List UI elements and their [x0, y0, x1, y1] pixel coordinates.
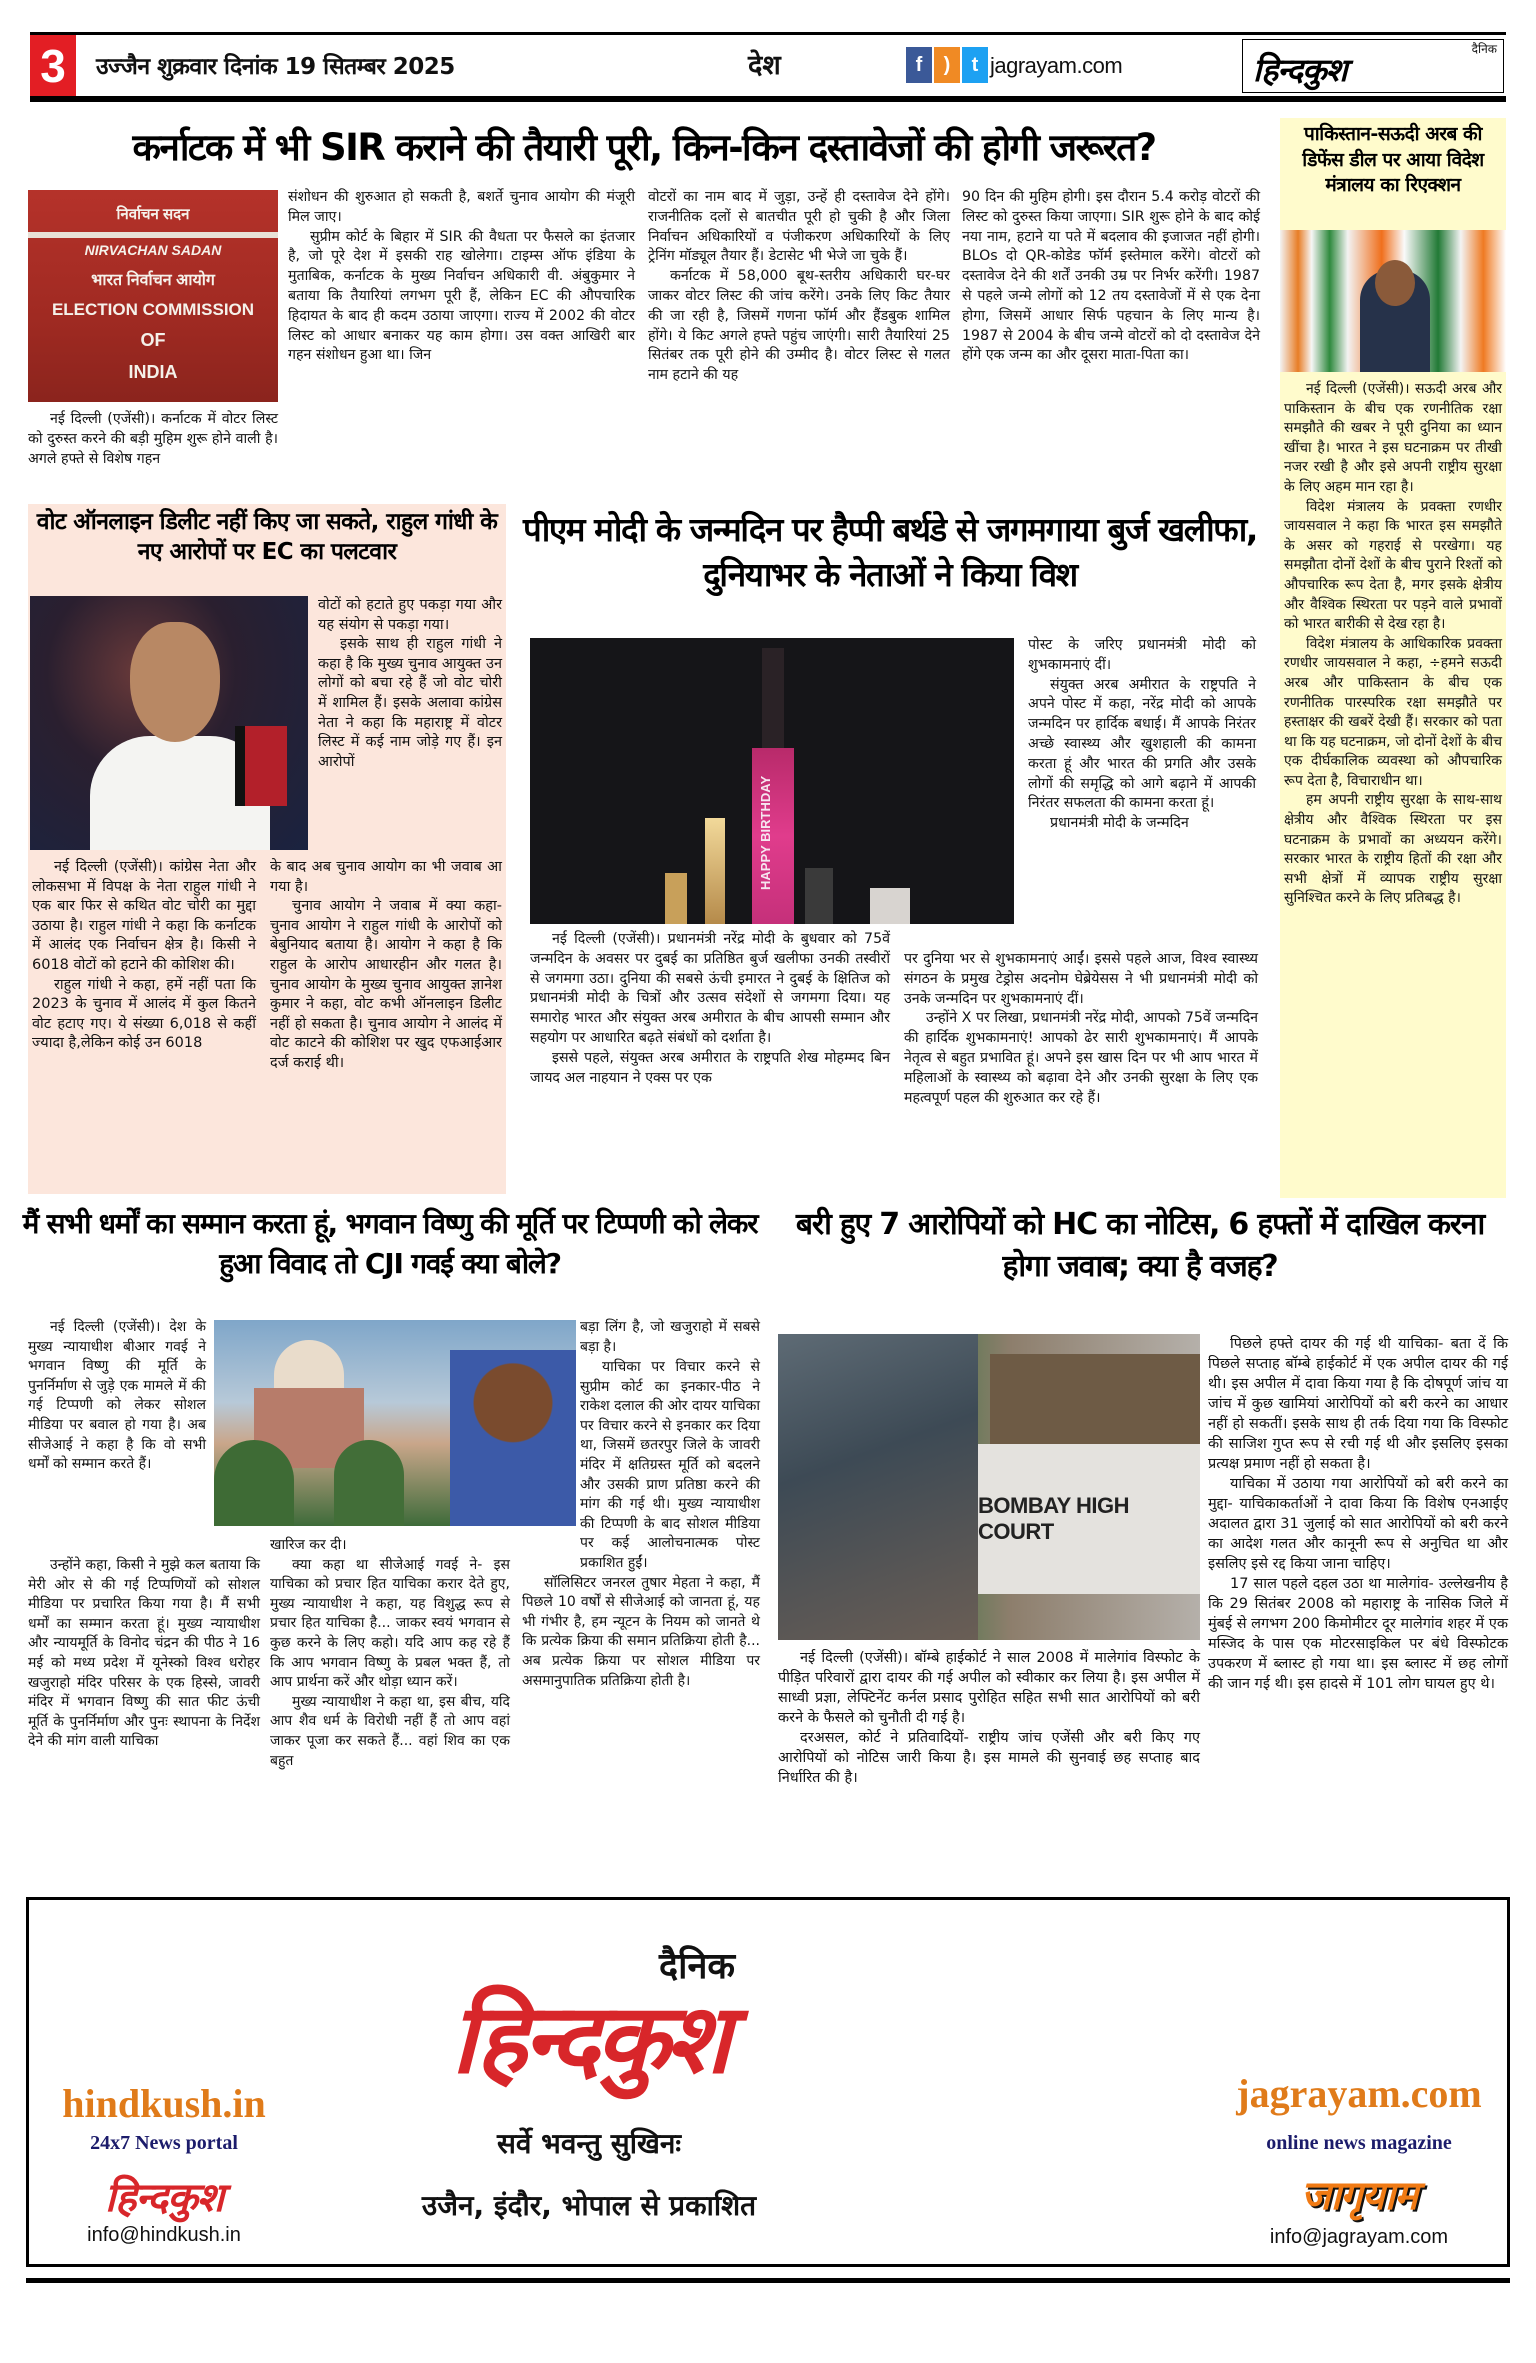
- section-label: देश: [748, 50, 781, 81]
- karnataka-col2: संशोधन की शुरुआत हो सकती है, बशर्ते चुनाव आयोग की मंजूरी मिल जाए। सुप्रीम कोर्ट के बिहार में SIR की वैधता पर फैसले का इंतजार है, जो पूरे देश में इसकी राह खोलेगा। टाइम्स ऑफ इंडिया के मुताबिक, कर्नाटक के मुख्य निर्वाचन अधिकारी वी. अंबुकुमार ने बताया कि तैयारियां लगभग पूरी हैं, लेकिन EC की औपचारिक हिदायत के बाद ही कदम उठाया जाएगा। राज्य में 2002 की वोटर लिस्ट को आधार बनाकर यह काम होगा। उस वक्त आखिरी बार गहन संशोधन हुआ था। जिन: [288, 189, 635, 364]
- website-link[interactable]: jagrayam.com: [990, 53, 1123, 78]
- bombay-high-court-sign: BOMBAY HIGH COURT: [978, 1444, 1200, 1594]
- karnataka-col1: नई दिल्ली (एजेंसी)। कर्नाटक में वोटर लिस्ट को दुरुस्त करने की बड़ी मुहिम शुरू होने वाली है। अगले हफ्ते से विशेष गहन: [28, 411, 278, 467]
- footer-main-logo: हिन्दकुश: [451, 1983, 727, 2095]
- footer-motto: सर्वे भवन्तु सुखिनः: [496, 2127, 682, 2160]
- pak-saudi-box: [1280, 118, 1506, 1198]
- dateline: उज्जैन शुक्रवार दिनांक 19 सितम्बर 2025: [96, 54, 455, 80]
- skyline-building: [870, 888, 910, 924]
- masthead-logo: [1242, 39, 1504, 93]
- damaged-bicycles: [778, 1334, 978, 1640]
- karnataka-col3: वोटरों का नाम बाद में जुड़ा, उन्हें ही दस्तावेज देने होंगे। राजनीतिक दलों से बातचीत पूरी हो चुकी है और जिला निर्वाचन अधिकारियों व पंजीकरण अधिकारियों के लिए ट्रेनिंग मॉड्यूल तैयार हैं। डेटासेट भी भेजे जा चुके हैं। कर्नाटक में 58,000 बूथ-स्तरीय अधिकारी घर-घर जाकर वोटर लिस्ट की जांच करेंगे। उनके लिए किट तैयार की जा रही है, जिसमें गणना फॉर्म और हैंडबुक शामिल होंगे। ये किट अगले हफ्ते पहुंच जाएंगी। सारी तैयारियां 25 सितंबर तक पूरी होने की उम्मीद है। वोटर लिस्ट से गलत नाम हटाने की यह: [648, 189, 950, 384]
- cji-col1-top: नई दिल्ली (एजेंसी)। देश के मुख्य न्यायाधीश बीआर गवई ने भगवान विष्णु की मूर्ति के पुनर्निर्माण से जुड़े एक मामले में की गई टिप्पणी को लेकर सोशल मीडिया पर बवाल हो गया है। अब सीजेआई ने कहा है कि वो सभी धर्मों को सम्मान करते हैं।: [28, 1319, 206, 1473]
- jagrayam-email[interactable]: info@jagrayam.com: [1269, 2226, 1449, 2248]
- ec-sign-line: निर्वाचन सदन: [116, 206, 190, 223]
- hindkush-small-logo: हिन्दकुश: [104, 2175, 224, 2221]
- happy-birthday-text: HAPPY BIRTHDAY: [758, 775, 773, 891]
- court-dome: [274, 1340, 344, 1390]
- headline-cji: मैं सभी धर्मों का सम्मान करता हूं, भगवान विष्णु की मूर्ति पर टिप्पणी को लेकर हुआ विवाद तो CJI गवई क्या बोले?: [22, 1207, 758, 1280]
- pak-saudi-body: नई दिल्ली (एजेंसी)। सऊदी अरब और पाकिस्तान के बीच एक रणनीतिक रक्षा समझौते की खबर ने पूरी दुनिया का ध्यान खींचा है। भारत ने इस घटनाक्रम पर तीखी नजर रखी है और इसे अपनी राष्ट्रीय सुरक्षा के लिए अहम मान रहा है। विदेश मंत्रालय के प्रवक्ता रणधीर जायसवाल ने कहा कि भारत इस समझौते के असर को गहराई से परखेगा। यह समझौता दोनों देशों के बीच पुराने रिश्तों को औपचारिक रूप देता है, मगर इसके क्षेत्रीय और वैश्विक स्थिरता पर पड़ने वाले प्रभावों को भारत बारीकी से देख रहा है। विदेश मंत्रालय के आधिकारिक प्रवक्ता रणधीर जायसवाल ने कहा, ÷हमने सऊदी अरब और पाकिस्तान के बीच एक रणनीतिक पारस्परिक रक्षा समझौते पर हस्ताक्षर की खबरें देखी हैं। सरकार को पता था कि यह घटनाक्रम, जो दोनों देशों के बीच एक दीर्घकालिक व्यवस्था को औपचारिक रूप देता है, विचाराधीन था। हम अपनी राष्ट्रीय सुरक्षा के साथ-साथ क्षेत्रीय और वैश्विक स्थिरता पर इस घटनाक्रम के प्रभावों का अध्ययन करेंगे। सरकार भारत के राष्ट्रीय हितों की रक्षा और सभी क्षेत्रों में व्यापक राष्ट्रीय सुरक्षा सुनिश्चित करने के लिए प्रतिबद्ध है।: [1284, 381, 1502, 907]
- jagrayam-site[interactable]: jagrayam.com: [1236, 2071, 1482, 2116]
- mea-spokesperson-photo: [1280, 230, 1506, 372]
- logo-name: हिन्दकुश: [1253, 51, 1347, 89]
- ec-sign-line: OF: [140, 330, 166, 350]
- court-facade: [990, 1354, 1200, 1444]
- facebook-icon[interactable]: f: [906, 47, 932, 83]
- red-book: [235, 726, 287, 806]
- skyline-building: [665, 873, 687, 924]
- jagrayam-logo: जागृयाम: [1300, 2173, 1418, 2219]
- masthead: [30, 32, 1506, 102]
- hindkush-site[interactable]: hindkush.in: [62, 2081, 266, 2126]
- logo-dainik: दैनिक: [1471, 42, 1497, 56]
- tree: [334, 1440, 404, 1526]
- skyline-building: [705, 818, 725, 924]
- footer-advertisement: [26, 1897, 1510, 2267]
- spokesperson-head: [1375, 260, 1415, 306]
- malegaon-right: पिछले हफ्ते दायर की गई थी याचिका- बता दें कि पिछले सप्ताह बॉम्बे हाईकोर्ट में एक अपील दायर की गई थी। इस अपील में दावा किया गया है कि दोषपूर्ण जांच या जांच में कुछ खामियां आरोपियों को बरी करने का आधार नहीं हो सकतीं। इसके साथ ही तर्क दिया गया कि विस्फोट की साजिश गुप्त रूप से रची गई थी और इसलिए इसका प्रत्यक्ष प्रमाण नहीं हो सकता है। याचिका में उठाया गया आरोपियों को बरी करने का मुद्दा- याचिकाकर्ताओं ने दावा किया कि विशेष एनआईए अदालत द्वारा 31 जुलाई को सात आरोपियों को बरी करने का आदेश गलत और कानूनी रूप से अनुचित था और इसलिए इसे रद्द किया जाना चाहिए। 17 साल पहले दहल उठा था मालेगांव- उल्लेखनीय है कि 29 सितंबर 2008 को महाराष्ट्र के नासिक जिले में मुंबई से लगभग 200 किमोमीटर दूर मालेगांव शहर में एक मस्जिद के पास एक मोटरसाइकिल पर बंधे विस्फोटक उपकरण में ब्लास्ट हो गया था। इस ब्लास्ट में छह लोगों की जान गई थी। इस हादसे में 101 लोग घायल हुए थे।: [1208, 1336, 1508, 1692]
- page-number: 3: [30, 35, 76, 96]
- bottom-rule: [26, 2278, 1510, 2283]
- footer-dainik: दैनिक: [659, 1946, 736, 1987]
- rahul-head: [130, 622, 220, 742]
- rss-icon[interactable]: ): [934, 47, 960, 83]
- skyline-building: [805, 868, 833, 924]
- modi-right-col: पोस्ट के जरिए प्रधानमंत्री मोदी को शुभकामनाएं दीं। संयुक्त अरब अमीरात के राष्ट्रपति ने अपने पोस्ट में कहा, नरेंद्र मोदी को आपके जन्मदिन पर हार्दिक बधाई। मैं आपके निरंतर अच्छे स्वास्थ्य और खुशहाली की कामना करता हूं और भारत की प्रगति और उसके लोगों की समृद्धि को आगे बढ़ाने में आपकी निरंतर सफलता की कामना करता हूं। प्रधानमंत्री मोदी के जन्मदिन: [1028, 637, 1256, 832]
- burj-lit-tower: [752, 748, 794, 924]
- headline-modi-birthday: पीएम मोदी के जन्मदिन पर हैप्पी बर्थडे से जगमगाया बुर्ज खलीफा, दुनियाभर के नेताओं ने किया विश: [522, 510, 1258, 594]
- malegaon-left: नई दिल्ली (एजेंसी)। बॉम्बे हाईकोर्ट ने साल 2008 में मालेगांव विस्फोट के पीड़ित परिवारों द्वारा दायर की गई अपील को स्वीकार कर लिया है। इस अपील में साध्वी प्रज्ञा, लेफ्टिनेंट कर्नल प्रसाद पुरोहित सहित सभी सात आरोपियों को बरी करने के फैसले को चुनौती दी गई है। दरअसल, कोर्ट ने प्रतिवादियों- राष्ट्रीय जांच एजेंसी और बरी किए गए आरोपियों को नोटिस जारी किया है। इस मामले की सुनवाई छह सप्ताह बाद निर्धारित की है।: [778, 1650, 1200, 1786]
- hindkush-email[interactable]: info@hindkush.in: [87, 2224, 241, 2246]
- rahul-col1: नई दिल्ली (एजेंसी)। कांग्रेस नेता और लोकसभा में विपक्ष के नेता राहुल गांधी ने एक बार फिर से कथित वोट चोरी का मुद्दा उठाया है। राहुल गांधी ने कहा कि कर्नाटक में आलंद एक निर्वाचन क्षेत्र है। किसी ने 6018 वोटों को हटाने की कोशिश की। राहुल गांधी ने कहा, हमें नहीं पता कि 2023 के चुनाव में आलंद में कुल कितने वोट हटाए गए। ये संख्या 6,018 से कहीं ज्यादा है,लेकिन कोई उन 6018: [32, 859, 256, 1052]
- cji-col1: उन्होंने कहा, किसी ने मुझे कल बताया कि मेरी ओर से की गई टिप्पणियों को सोशल मीडिया पर प्रचारित किया गया है। मैं सभी धर्मों का सम्मान करता हूं। मुख्य न्यायाधीश और न्यायमूर्ति के विनोद चंद्रन की पीठ ने 16 मई को मध्य प्रदेश में यूनेस्को विश्व धरोहर खजुराहो मंदिर परिसर के एक हिस्से, जावरी मंदिर में भगवान विष्णु की सात फीट ऊंची मूर्ति के पुनर्निर्माण और पुनः स्थापना के निर्देश देने की मांग वाली याचिका: [28, 1557, 260, 1750]
- ec-sign-line: NIRVACHAN SADAN: [84, 242, 222, 258]
- bombay-high-court-photo: [778, 1334, 1200, 1640]
- social-icons: [906, 47, 988, 83]
- modi-col1: नई दिल्ली (एजेंसी)। प्रधानमंत्री नरेंद्र मोदी के बुधवार को 75वें जन्मदिन के अवसर पर दुबई का प्रतिष्ठित बुर्ज खलीफा उनकी तस्वीरों से जगमगा उठा। दुनिया की सबसे ऊंची इमारत ने दुबई के क्षितिज को प्रधानमंत्री मोदी के चित्रों और उत्सव संदेशों से जगमगा दिया। यह समारोह भारत और संयुक्त अरब अमीरात के बीच आपसी सम्मान और सहयोग पर आधारित बढ़ते संबंधों को दर्शाता है। इससे पहले, संयुक्त अरब अमीरात के राष्ट्रपति शेख मोहम्मद बिन जायद अल नाहयान ने एक्स पर एक: [530, 931, 890, 1086]
- twitter-icon[interactable]: t: [962, 47, 988, 83]
- burj-spire: [762, 648, 784, 748]
- footer-publish-cities: उजैन, इंदौर, भोपाल से प्रकाशित: [421, 2189, 757, 2222]
- election-commission-photo: [28, 190, 278, 402]
- rahul-box: [28, 504, 506, 1194]
- cji-col3: याचिका पर विचार करने से सुप्रीम कोर्ट का इनकार-पीठ ने राकेश दलाल की ओर दायर याचिका पर विचार करने से इनकार कर दिया था, जिसमें छतरपुर जिले के जावरी मंदिर में क्षतिग्रस्त मूर्ति को बदलने और उसकी प्राण प्रतिष्ठा करने की मांग की गई थी। मुख्य न्यायाधीश की टिप्पणी के बाद सोशल मीडिया पर कई आलोचनात्मक पोस्ट प्रकाशित हुईं। सॉलिसिटर जनरल तुषार मेहता ने कहा, मैं पिछले 10 वर्षों से सीजेआई को जानता हूं, यह भी गंभीर है, हम न्यूटन के नियम को जानते थे कि प्रत्येक क्रिया की समान प्रतिक्रिया होती है... अब प्रत्येक क्रिया पर सोशल मीडिया पर असमानुपातिक प्रतिक्रिया होती है।: [522, 1359, 760, 1689]
- headline-pak-saudi: पाकिस्तान-सऊदी अरब की डिफेंस डील पर आया विदेश मंत्रालय का रिएक्शन: [1302, 123, 1484, 197]
- karnataka-col4: 90 दिन की मुहिम होगी। इस दौरान 5.4 करोड़ वोटरों की लिस्ट को दुरुस्त किया जाएगा। SIR शुरू होने के बाद कोई नया नाम, हटाने या पते में बदलाव की इजाजत नहीं होगी। BLOs दो QR-कोडेड फॉर्म इस्तेमाल करेंगे। वोटरों को दस्तावेज देने की शर्तें उनकी उम्र पर निर्भर करेंगी। 1987 से पहले जन्मे लोगों को 12 तय दस्तावेजों में से एक देना होगा, जिसमें आधार सिर्फ पहचान के लिए मान्य है। 1987 से 2004 के बीच जन्मे वोटरों को दो दस्तावेज देने होंगे एक जन्म का और दूसरा माता-पिता का।: [962, 189, 1260, 364]
- headline-rahul: वोट ऑनलाइन डिलीट नहीं किए जा सकते, राहुल गांधी के नए आरोपों पर EC का पलटवार: [36, 509, 498, 565]
- modi-col2: पर दुनिया भर से शुभकामनाएं आईं। इससे पहले आज, विश्व स्वास्थ्य संगठन के प्रमुख टेड्रोस अदनोम घेब्रेयेसस ने भी प्रधानमंत्री मोदी को उनके जन्मदिन पर शुभकामनाएं दीं। उन्होंने X पर लिखा, प्रधानमंत्री नरेंद्र मोदी, आपको 75वें जन्मदिन की हार्दिक शुभकामनाएं! आपको ढेर सारी शुभकामनाएं। मैं आपके नेतृत्व से बहुत प्रभावित हूं। अपने इस खास दिन पर भी आप भारत में महिलाओं के स्वास्थ्य को बढ़ावा देने और उनकी सुरक्षा के लिए एक महत्वपूर्ण पहल की शुरुआत कर रहे हैं।: [904, 951, 1258, 1106]
- headline-karnataka: कर्नाटक में भी SIR कराने की तैयारी पूरी, किन-किन दस्तावेजों की होगी जरूरत?: [132, 126, 1156, 169]
- ec-sign-line: INDIA: [128, 362, 178, 382]
- jagrayam-tagline: online news magazine: [1266, 2132, 1452, 2154]
- ec-sign-line: भारत निर्वाचन आयोग: [91, 272, 215, 289]
- cji-col3-top: बड़ा लिंग है, जो खजुराहो में सबसे बड़ा है।: [580, 1319, 760, 1355]
- rahul-col2: के बाद अब चुनाव आयोग का भी जवाब आ गया है। चुनाव आयोग ने जवाब में क्या कहा- चुनाव आयोग ने राहुल गांधी के आरोपों को बेबुनियाद बताया है। आयोग ने कहा है कि राहुल के आरोप आधारहीन और गलत है। चुनाव आयोग के मुख्य चुनाव आयुक्त ज्ञानेश कुमार ने कहा, वोट कभी ऑनलाइन डिलीट नहीं हो सकता है। चुनाव आयोग ने आलंद में वोट काटने की कोशिश पर खुद एफआईआर दर्ज कराई थी।: [270, 859, 502, 1071]
- burj-khalifa-photo: [530, 638, 1014, 924]
- ec-sign-line: ELECTION COMMISSION: [51, 300, 255, 319]
- hindkush-tagline: 24x7 News portal: [90, 2132, 238, 2154]
- headline-malegaon: बरी हुए 7 आरोपियों को HC का नोटिस, 6 हफ्तों में दाखिल करना होगा जवाब; क्या है वजह?: [795, 1207, 1485, 1284]
- cji-col2: खारिज कर दी। क्या कहा था सीजेआई गवई ने- इस याचिका को प्रचार हित याचिका करार देते हुए, मुख्य न्यायाधीश ने कहा, यह विशुद्ध रूप से प्रचार हित याचिका है... जाकर स्वयं भगवान से कुछ करने के लिए कहो। यदि आप कह रहे हैं कि आप भगवान विष्णु के प्रबल भक्त हैं, तो आप प्रार्थना करें और थोड़ा ध्यान करें। मुख्य न्यायाधीश ने कहा था, इस बीच, यदि आप शैव धर्म के विरोधी नहीं हैं तो आप वहां जाकर पूजा कर सकते हैं... वहां शिव का एक बहुत: [270, 1537, 510, 1769]
- tree: [214, 1440, 294, 1526]
- rahul-right-top: वोटों को हटाते हुए पकड़ा गया और यह संयोग से पकड़ा गया। इसके साथ ही राहुल गांधी ने कहा है कि मुख्य चुनाव आयुक्त उन लोगों को बचा रहे हैं जो वोट चोरी में शामिल हैं। इसके अलावा कांग्रेस नेता ने कहा कि महाराष्ट्र में वोटर लिस्ट में कई नाम जोड़े गए हैं। इन आरोपों: [318, 597, 502, 770]
- rahul-gandhi-photo: [30, 596, 308, 850]
